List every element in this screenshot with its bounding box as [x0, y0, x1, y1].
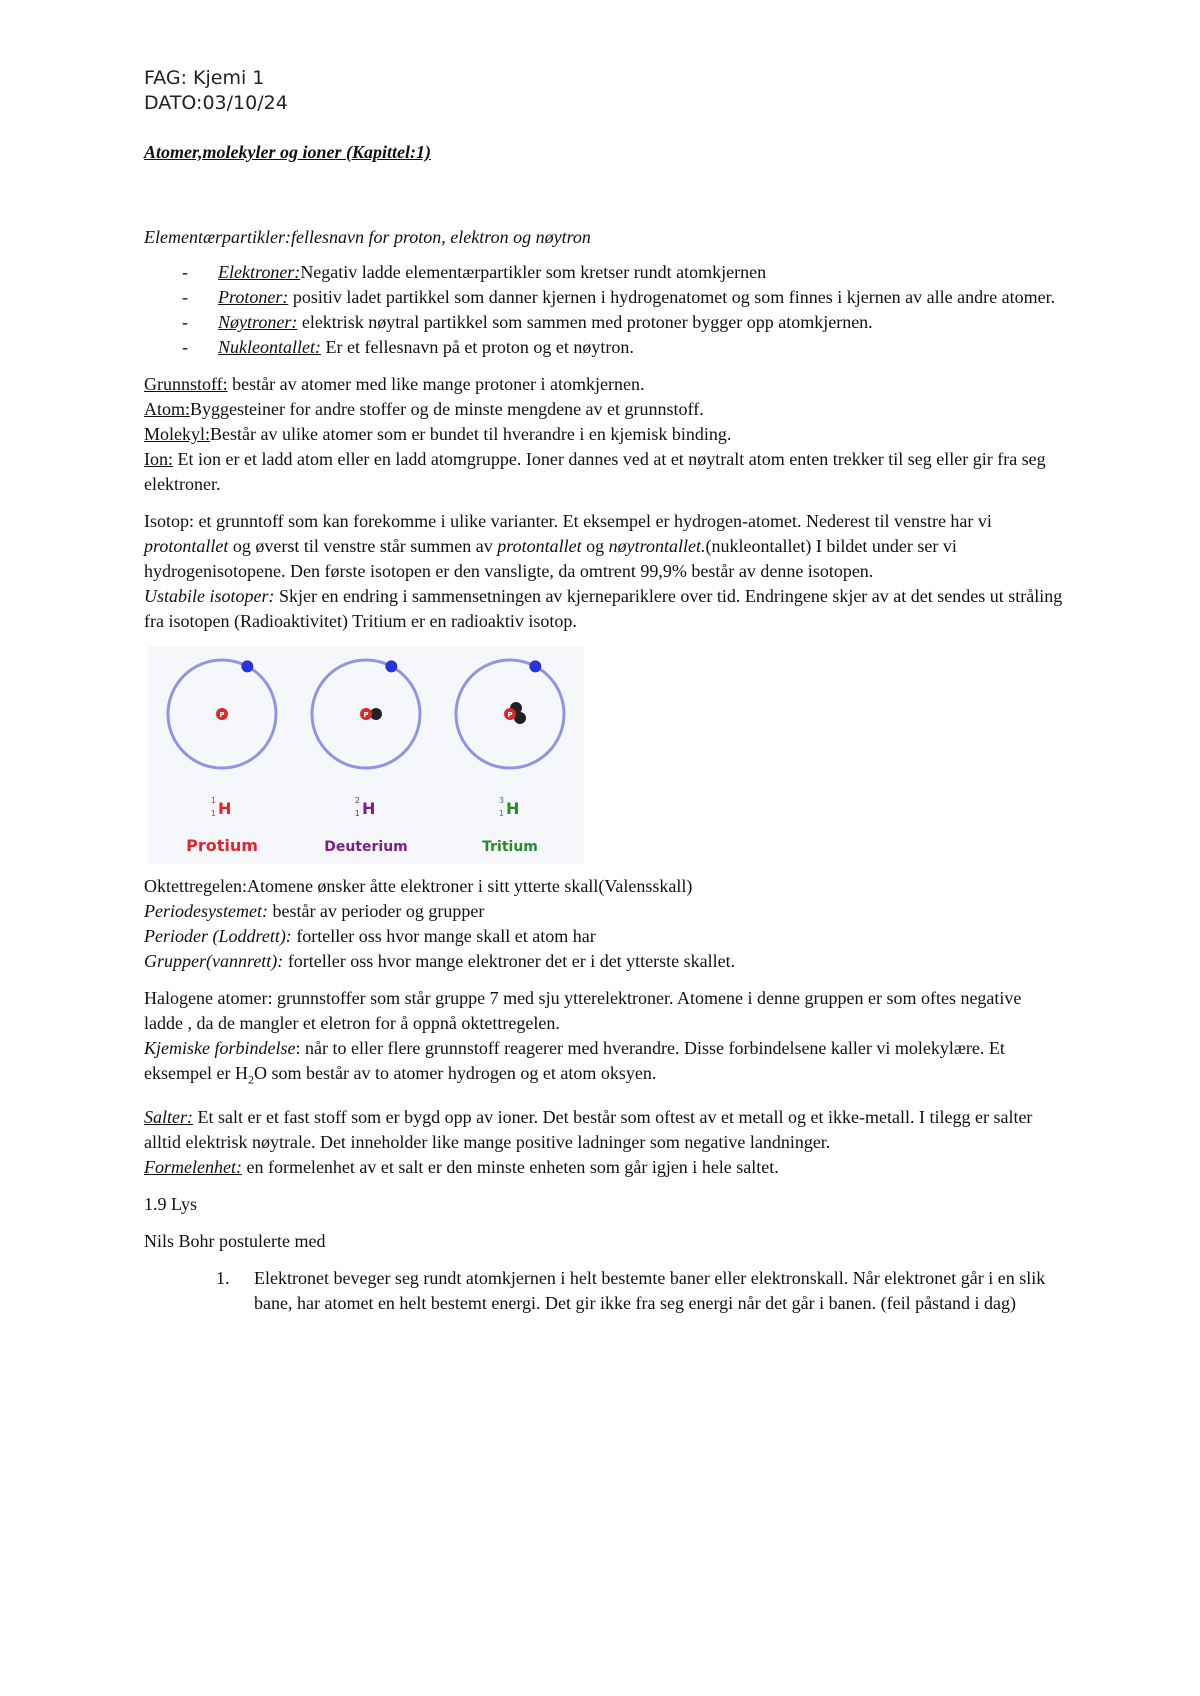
term: Kjemiske forbindelse: [144, 1038, 296, 1058]
list-item: [144, 335, 1064, 360]
definition-molekyl: [144, 422, 1064, 447]
list-item: [144, 260, 1064, 285]
term: Atom:: [144, 399, 191, 419]
term: Protoner:: [218, 287, 289, 307]
element-symbol: H: [218, 799, 232, 818]
electron: [241, 660, 253, 672]
periods: [144, 924, 1064, 949]
mass-number: 3: [498, 796, 504, 805]
text-run: : når to eller flere grunnstoff reagerer med hverandre. Disse forbindelsene kaller vi molekylære. Et eksempel er H: [144, 1038, 1005, 1083]
definition-text: forteller oss hvor mange skall et atom har: [291, 926, 596, 946]
definition-text: Oktettregelen:Atomene ønsker åtte elektroner i sitt ytterte skall(Valensskall): [144, 876, 693, 896]
definitions-block: [144, 372, 1064, 497]
proton-label: P: [507, 711, 513, 719]
particles-intro: Elementærpartikler:fellesnavn for proton, elektron og nøytron: [144, 227, 591, 247]
definition-text: Et salt er et fast stoff som er bygd opp av ioner. Det består som oftest av et metall og et ikke-metall. I tilegg er salter alltid elektrisk nøytrale. Det inneholder like mange positive ladninger som negative landninger.: [144, 1106, 1033, 1152]
isotopes-diagram: [148, 646, 584, 864]
list-number: 1.: [216, 1267, 230, 1288]
formula-unit: [144, 1155, 1064, 1180]
definition-text: elektrisk nøytral partikkel som sammen med protoner bygger opp atomkjernen.: [297, 312, 873, 332]
term: Grupper(vannrett):: [144, 951, 284, 971]
definition-text: Består av ulike atomer som er bundet til hverandre i en kjemisk binding.: [210, 424, 732, 444]
isotope-name: Deuterium: [324, 839, 408, 855]
element-symbol: H: [506, 799, 520, 818]
proton-label: P: [219, 711, 225, 719]
definition-text: Negativ ladde elementærpartikler som kretser rundt atomkjernen: [300, 262, 767, 282]
mass-number: 1: [210, 796, 216, 805]
section-heading: 1.9 Lys: [144, 1193, 198, 1214]
periodic-block: [144, 874, 1064, 974]
atomic-number: 1: [210, 809, 216, 818]
term: Nøytroner:: [218, 312, 298, 332]
term: Ion:: [144, 449, 173, 469]
electron: [529, 660, 541, 672]
text-run: (nukleontallet) I bildet under ser vi hydrogenisotopene. Den første isotopen er den vansligte, da omtrent 99,9% består av denne isotopen.: [144, 536, 957, 581]
text-run: og: [581, 536, 609, 556]
mass-number: 2: [354, 796, 360, 805]
compound-paragraph: [144, 1036, 1064, 1093]
definition-grunnstoff: [144, 372, 1064, 397]
list-item: [144, 1266, 1064, 1316]
term: Perioder (Loddrett):: [144, 926, 292, 946]
subject-line: FAG: Kjemi 1: [144, 67, 265, 89]
text-run: Isotop: et grunntoff som kan forekomme i ulike varianter. Et eksempel er hydrogen-atomet. Nederest til venstre har vi: [144, 511, 992, 531]
subscript: 2: [247, 1072, 254, 1087]
atomic-number: 1: [354, 809, 360, 818]
electron: [385, 660, 397, 672]
bohr-intro: Nils Bohr postulerte med: [144, 1230, 326, 1251]
particle-list: [144, 260, 1064, 360]
hydrogen-isotopes-figure: [148, 646, 584, 864]
term: Formelenhet:: [144, 1156, 242, 1177]
term: Ustabile isotoper:: [144, 586, 275, 606]
periodic-system: [144, 899, 1064, 924]
bohr-postulates: [144, 1266, 1064, 1316]
term: Periodesystemet:: [144, 901, 268, 921]
term: Nukleontallet:: [218, 337, 321, 357]
list-text: Elektronet beveger seg rundt atomkjernen i helt bestemte baner eller elektronskall. Når elektronet går i en slik bane, har atomet en helt bestemt energi. Det gir ikke fra seg energi når det går i banen. (feil påstand i dag): [254, 1267, 1046, 1313]
term: Salter:: [144, 1106, 193, 1127]
definition-atom: [144, 397, 1064, 422]
definition-text: en formelenhet av et salt er den minste enheten som går igjen i hele saltet.: [241, 1156, 779, 1177]
isotope-name: Tritium: [482, 839, 538, 855]
definition-text: positiv ladet partikkel som danner kjernen i hydrogenatomet og som finnes i kjernen av alle andre atomer.: [288, 287, 1056, 307]
definition-text: forteller oss hvor mange elektroner det er i det ytterste skallet.: [283, 951, 736, 971]
octet-rule: [144, 874, 1064, 899]
unstable-isotopes: [144, 584, 1064, 634]
proton-label: P: [363, 711, 369, 719]
definition-text: Byggesteiner for andre stoffer og de minste mengdene av et grunnstoff.: [190, 399, 704, 419]
emphasis: protontallet: [497, 536, 582, 556]
document-page: [144, 66, 1064, 1316]
emphasis: protontallet: [144, 536, 229, 556]
isotop-paragraph: [144, 509, 1064, 584]
term: Grunnstoff:: [144, 374, 228, 394]
atomic-number: 1: [498, 809, 504, 818]
list-item: [144, 310, 1064, 335]
groups: [144, 949, 1064, 974]
definition-text: består av perioder og grupper: [267, 901, 485, 921]
definition-ion: [144, 447, 1064, 497]
list-item: [144, 285, 1064, 310]
definition-text: Er et fellesnavn på et proton og et nøytron.: [320, 337, 634, 357]
element-symbol: H: [362, 799, 376, 818]
term: Molekyl:: [144, 424, 210, 444]
chapter-title: Atomer,molekyler og ioner (Kapittel:1): [144, 142, 431, 162]
definition-text: Et ion er et ladd atom eller en ladd atomgruppe. Ioner dannes ved at et nøytralt atom enten trekker til seg eller gir fra seg elektroner.: [144, 449, 1046, 494]
halogen-paragraph: Halogene atomer: grunnstoffer som står gruppe 7 med sju ytterelektroner. Atomene i denne gruppen er som oftes negative ladde , da de mangler et eletron for å oppnå oktettregelen.: [144, 988, 1022, 1033]
salts-paragraph: [144, 1105, 1064, 1155]
text-run: O som består av to atomer hydrogen og et atom oksyen.: [253, 1063, 657, 1083]
isotope-name: Protium: [186, 836, 258, 855]
definition-text: Skjer en endring i sammensetningen av kjernepariklere over tid. Endringene skjer av at det sendes ut stråling fra isotopen (Radioaktivitet) Tritium er en radioaktiv isotop.: [144, 586, 1063, 631]
emphasis: nøytrontallet.: [608, 536, 706, 556]
definition-text: består av atomer med like mange protoner i atomkjernen.: [227, 374, 645, 394]
text-run: og øverst til venstre står summen av: [228, 536, 498, 556]
term: Elektroner:: [218, 262, 301, 282]
date-line: DATO:03/10/24: [144, 92, 288, 114]
